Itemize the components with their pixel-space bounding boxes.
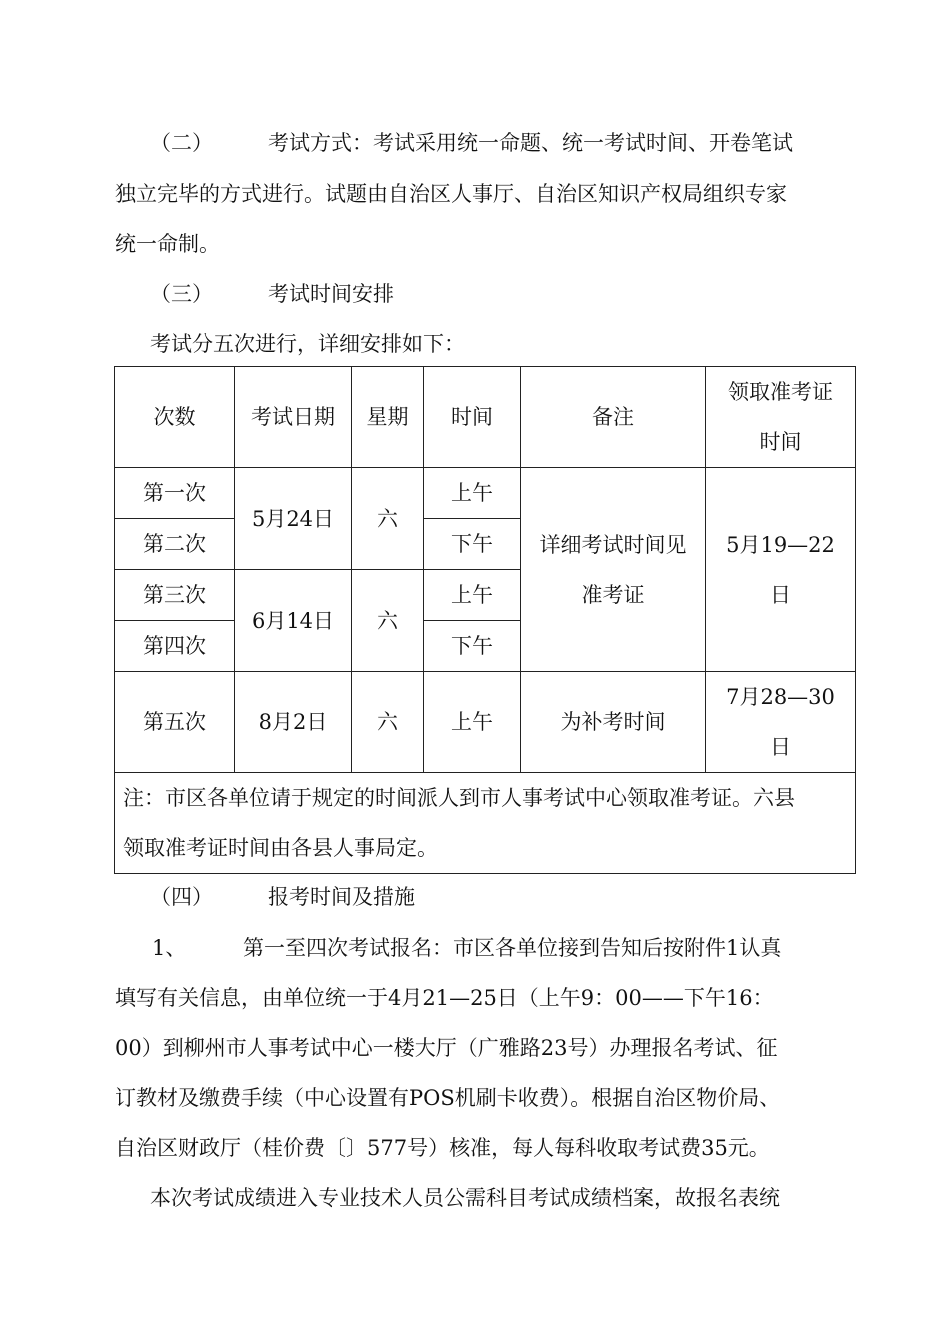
header-cell: 时间	[424, 367, 521, 468]
section2-line1: 考试方式：考试采用统一命题、统一考试时间、开卷笔试	[268, 131, 793, 155]
section3-intro: 考试分五次进行，详细安排如下：	[150, 332, 465, 356]
remark-line2: 准考证	[581, 582, 645, 607]
table-row	[115, 672, 856, 773]
remark-cell	[521, 468, 706, 672]
row-number-cell: 第三次	[115, 570, 235, 621]
header-admit-line2: 时间	[759, 430, 802, 454]
item1-line3: 00）到柳州市人事考试中心一楼大厅（广雅路23号）办理报名考试、征	[115, 1036, 778, 1060]
section2-line3: 统一命制。	[115, 232, 220, 256]
date-cell: 8月2日	[235, 672, 352, 773]
section4-number: （四）	[150, 885, 213, 909]
time-cell: 上午	[424, 570, 521, 621]
admit-time-cell	[706, 672, 856, 773]
time-cell: 下午	[424, 621, 521, 672]
admit-line1: 7月28—30	[726, 685, 835, 709]
remark-line1: 详细考试时间见	[539, 532, 687, 557]
section2-line2: 独立完毕的方式进行。试题由自治区人事厅、自治区知识产权局组织专家	[115, 182, 787, 206]
section3-number: （三）	[150, 282, 213, 306]
section4-title: 报考时间及措施	[268, 885, 415, 909]
row-number-cell: 第一次	[115, 468, 235, 519]
header-cell: 次数	[115, 367, 235, 468]
row-number-cell: 第二次	[115, 519, 235, 570]
row-number-cell: 第四次	[115, 621, 235, 672]
weekday-cell: 六	[352, 570, 424, 672]
admit-time-cell	[706, 468, 856, 672]
item1-line2: 填写有关信息，由单位统一于4月21—25日（上午9：00——下午16：	[115, 986, 774, 1010]
exam-schedule-table	[114, 366, 856, 874]
time-cell: 下午	[424, 519, 521, 570]
table-row	[115, 468, 856, 519]
admit-line2: 日	[770, 582, 791, 607]
header-cell: 备注	[521, 367, 706, 468]
table-note-cell	[115, 773, 856, 874]
header-cell-admit	[706, 367, 856, 468]
item1-line5: 自治区财政厅（桂价费〔〕577号）核准，每人每科收取考试费35元。	[115, 1136, 770, 1160]
note-line2: 领取准考证时间由各县人事局定。	[123, 836, 438, 860]
row-number-cell: 第五次	[115, 672, 235, 773]
item1-line4: 订教材及缴费手续（中心设置有POS机刷卡收费）。根据自治区物价局、	[115, 1086, 781, 1110]
section2-number: （二）	[150, 131, 213, 155]
date-cell: 5月24日	[235, 468, 352, 570]
remark-cell: 为补考时间	[521, 672, 706, 773]
header-cell: 星期	[352, 367, 424, 468]
item1-number: 1、	[152, 936, 187, 960]
item1-line1: 第一至四次考试报名：市区各单位接到告知后按附件1认真	[243, 936, 782, 960]
header-cell: 考试日期	[235, 367, 352, 468]
note-line1: 注：市区各单位请于规定的时间派人到市人事考试中心领取准考证。六县	[123, 786, 795, 810]
time-cell: 上午	[424, 672, 521, 773]
admit-line2: 日	[770, 735, 791, 759]
date-cell: 6月14日	[235, 570, 352, 672]
table-note-row	[115, 773, 856, 874]
weekday-cell: 六	[352, 468, 424, 570]
weekday-cell: 六	[352, 672, 424, 773]
admit-line1: 5月19—22	[726, 532, 835, 557]
last-paragraph: 本次考试成绩进入专业技术人员公需科目考试成绩档案，故报名表统	[150, 1186, 780, 1210]
header-admit-line1: 领取准考证	[728, 380, 833, 404]
time-cell: 上午	[424, 468, 521, 519]
table-header-row	[115, 367, 856, 468]
section3-title: 考试时间安排	[268, 282, 394, 306]
